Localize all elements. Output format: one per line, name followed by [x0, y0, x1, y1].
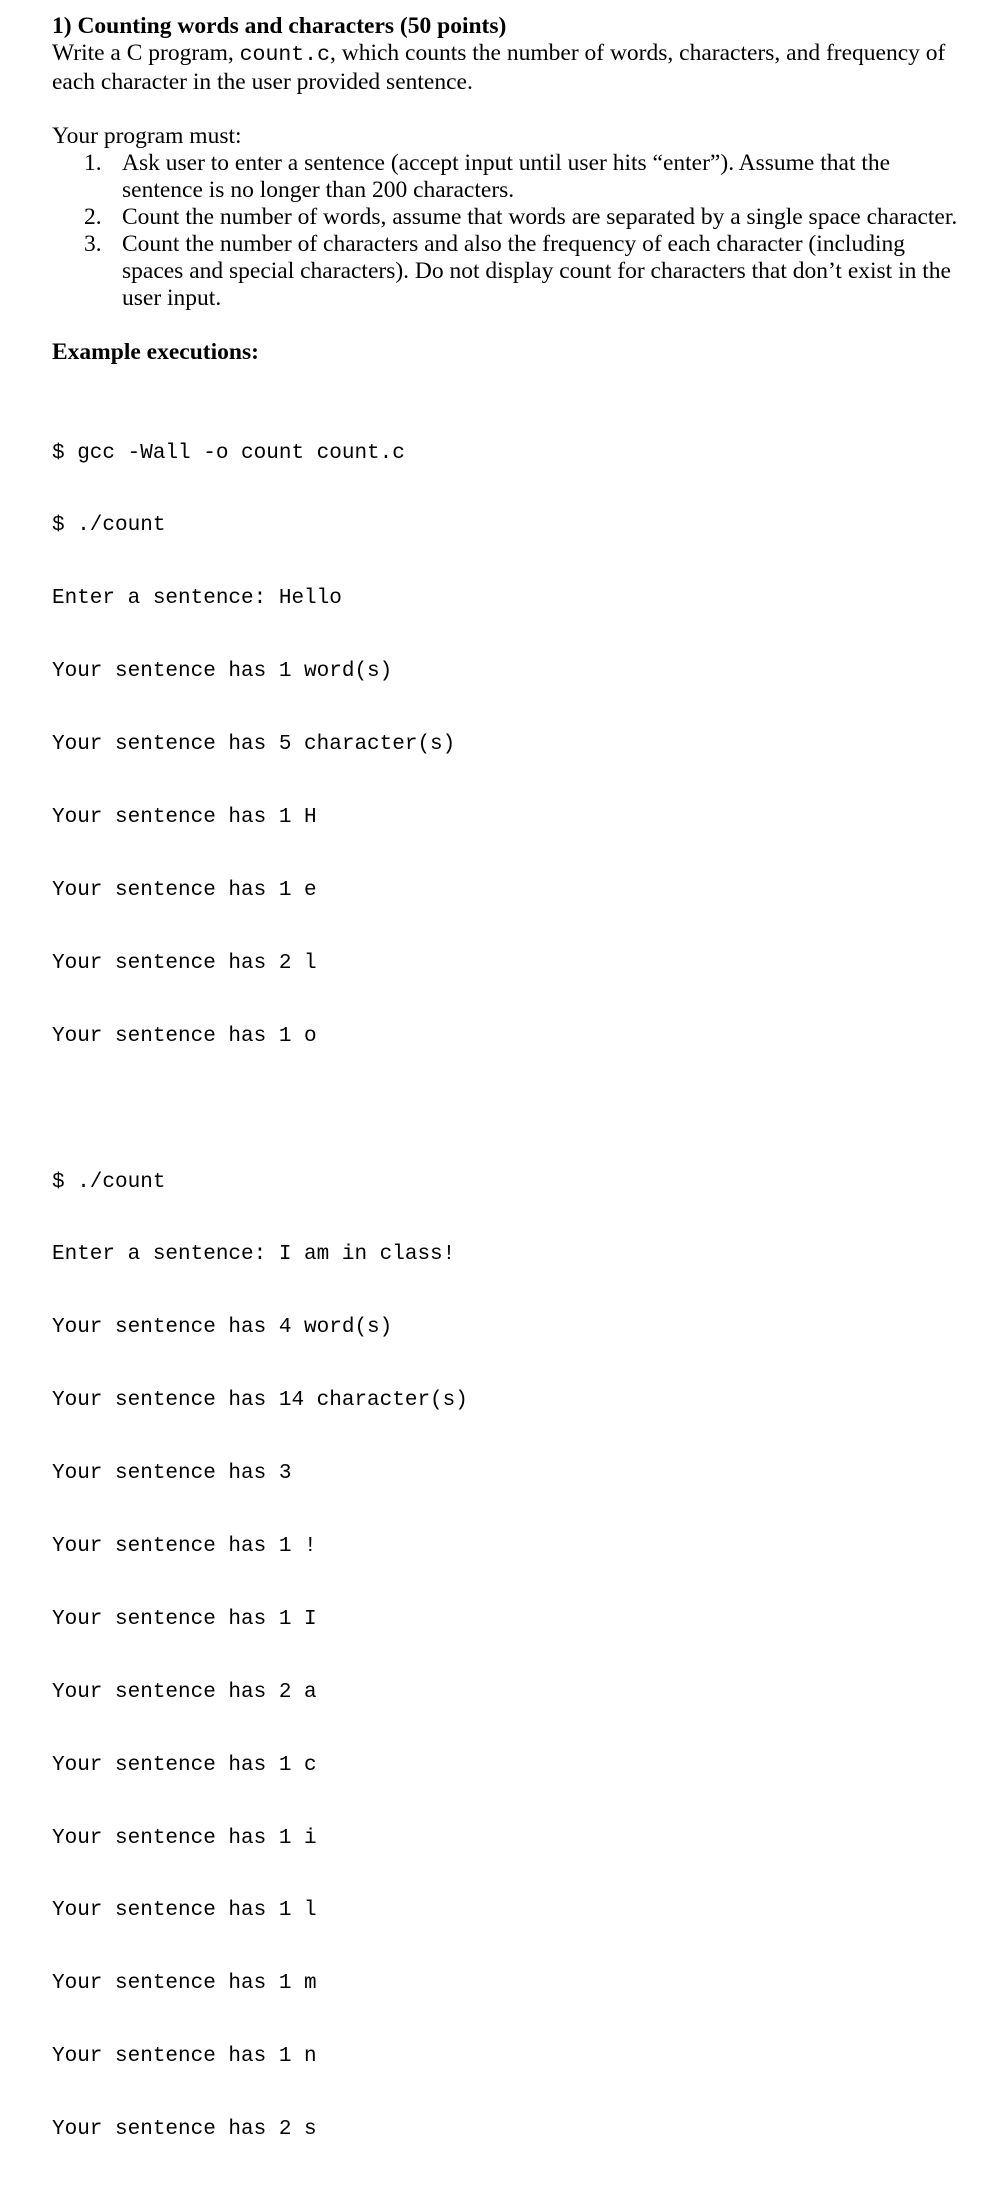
terminal-line: Your sentence has 1 c: [52, 1753, 317, 1777]
requirement-item: [52, 150, 972, 204]
assignment-document: [52, 12, 972, 2191]
terminal-line: Your sentence has 4 word(s): [52, 1316, 393, 1340]
terminal-line: Your sentence has 1 !: [52, 1534, 317, 1558]
requirement-text: Count the number of words, assume that words are separated by a single space character.: [122, 204, 958, 230]
terminal-line: Your sentence has 2 a: [52, 1680, 317, 1704]
example-run-2: [52, 1122, 972, 2191]
terminal-line: Your sentence has 2 l: [52, 951, 317, 975]
terminal-line: Your sentence has 1 H: [52, 806, 317, 830]
terminal-line: $ ./count: [52, 514, 166, 538]
terminal-line: Your sentence has 14 character(s): [52, 1389, 468, 1413]
terminal-line: Your sentence has 1 l: [52, 1899, 317, 1923]
terminal-line: $ gcc -Wall -o count count.c: [52, 441, 405, 465]
terminal-line: Your sentence has 3: [52, 1462, 292, 1486]
terminal-line: Your sentence has 1 n: [52, 2045, 317, 2069]
terminal-line: Enter a sentence: Hello: [52, 587, 342, 611]
requirements-heading: Your program must:: [52, 123, 242, 149]
terminal-line: Your sentence has 1 o: [52, 1024, 317, 1048]
terminal-line: $ ./count: [52, 1170, 166, 1194]
requirements-list: [52, 150, 972, 312]
requirement-item: [52, 231, 972, 312]
terminal-line: Your sentence has 1 e: [52, 878, 317, 902]
requirement-item: [52, 204, 972, 231]
requirement-number: 1.: [84, 150, 102, 176]
terminal-line: Your sentence has 5 character(s): [52, 733, 456, 757]
terminal-line: Your sentence has 2 s: [52, 2118, 317, 2142]
intro-text-end: , which counts the number of words, characters, and frequency of each character in the user provided sentence.: [52, 40, 946, 95]
requirement-text: Count the number of characters and also the frequency of each character (including spaces and special characters). Do not display count for characters that don’t exist in the user input.: [122, 231, 951, 311]
intro-filename-code: count.c: [239, 43, 330, 67]
example-run-1: [52, 393, 972, 1098]
terminal-line: Your sentence has 1 i: [52, 1826, 317, 1850]
requirement-number: 2.: [84, 204, 102, 230]
requirement-number: 3.: [84, 231, 102, 257]
question-title: 1) Counting words and characters (50 points): [52, 13, 507, 39]
terminal-line: Your sentence has 1 m: [52, 1972, 317, 1996]
examples-heading: Example executions:: [52, 339, 259, 365]
terminal-line: Enter a sentence: I am in class!: [52, 1243, 456, 1267]
question-intro: [52, 40, 972, 96]
terminal-line: Your sentence has 1 I: [52, 1607, 317, 1631]
terminal-line: Your sentence has 1 word(s): [52, 660, 393, 684]
intro-text-start: Write a C program,: [52, 40, 240, 66]
requirement-text: Ask user to enter a sentence (accept input until user hits “enter”). Assume that the sentence is no longer than 200 characters.: [122, 150, 891, 203]
